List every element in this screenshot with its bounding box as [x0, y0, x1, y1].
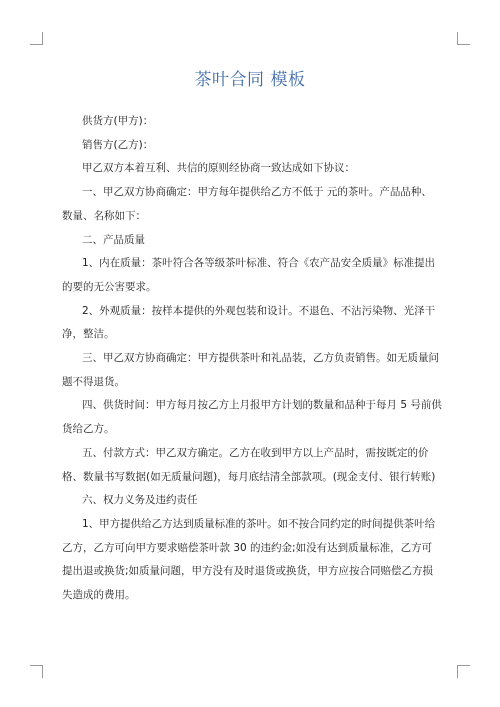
paragraph: 1、甲方提供给乙方达到质量标准的茶叶。如不按合同约定的时间提供茶叶给乙方，乙方可向甲方要求赔偿茶叶款 30 的违约金;如没有达到质量标准，乙方可提出退或换货;如质量问题，甲方没有及时退货或换货，甲方应按合同赔偿乙方损失造成的费用。 — [62, 517, 436, 602]
paragraph: 销售方(乙方)： — [82, 138, 154, 151]
paragraph: 甲乙双方本着互利、共信的原则经协商一致达成如下协议： — [82, 162, 355, 175]
paragraph: 1、内在质量：茶叶符合各等级茶叶标准、符合《农产品安全质量》标准提出的要的无公害要求。 — [62, 257, 436, 293]
paragraph: 一、甲乙双方协商确定：甲方每年提供给乙方不低于 元的茶叶。产品品种、数量、名称如下： — [62, 186, 432, 222]
paragraph: 2、外观质量：按样本提供的外观包装和设计。不退色、不沾污染物、光泽干净，整洁。 — [62, 304, 436, 341]
corner-mark-top-right — [457, 32, 470, 45]
paragraph: 四、供货时间：甲方每月按乙方上月报甲方计划的数量和品种于每月 5 号前供货给乙方。 — [62, 399, 442, 436]
paragraph: 三、甲乙双方协商确定：甲方提供茶叶和礼品装，乙方负责销售。如无质量问题不得退货。 — [62, 352, 439, 388]
paragraph: 二、产品质量 — [82, 233, 145, 246]
corner-mark-bottom-left — [30, 665, 43, 678]
paragraph: 供货方(甲方)： — [82, 115, 154, 127]
corner-mark-top-left — [30, 32, 43, 45]
corner-mark-bottom-right — [457, 665, 470, 678]
paragraph: 五、付款方式：甲乙双方确定。乙方在收到甲方以上产品时，需按既定的价格、数量书写数据(如无质量问题)，每月底结清全部款项。(现金支付、银行转账) — [62, 446, 436, 483]
paragraph: 六、权力义务及违约责任 — [82, 494, 198, 507]
document-body — [62, 110, 442, 608]
document-title: 茶叶合同 模板 — [194, 70, 306, 90]
